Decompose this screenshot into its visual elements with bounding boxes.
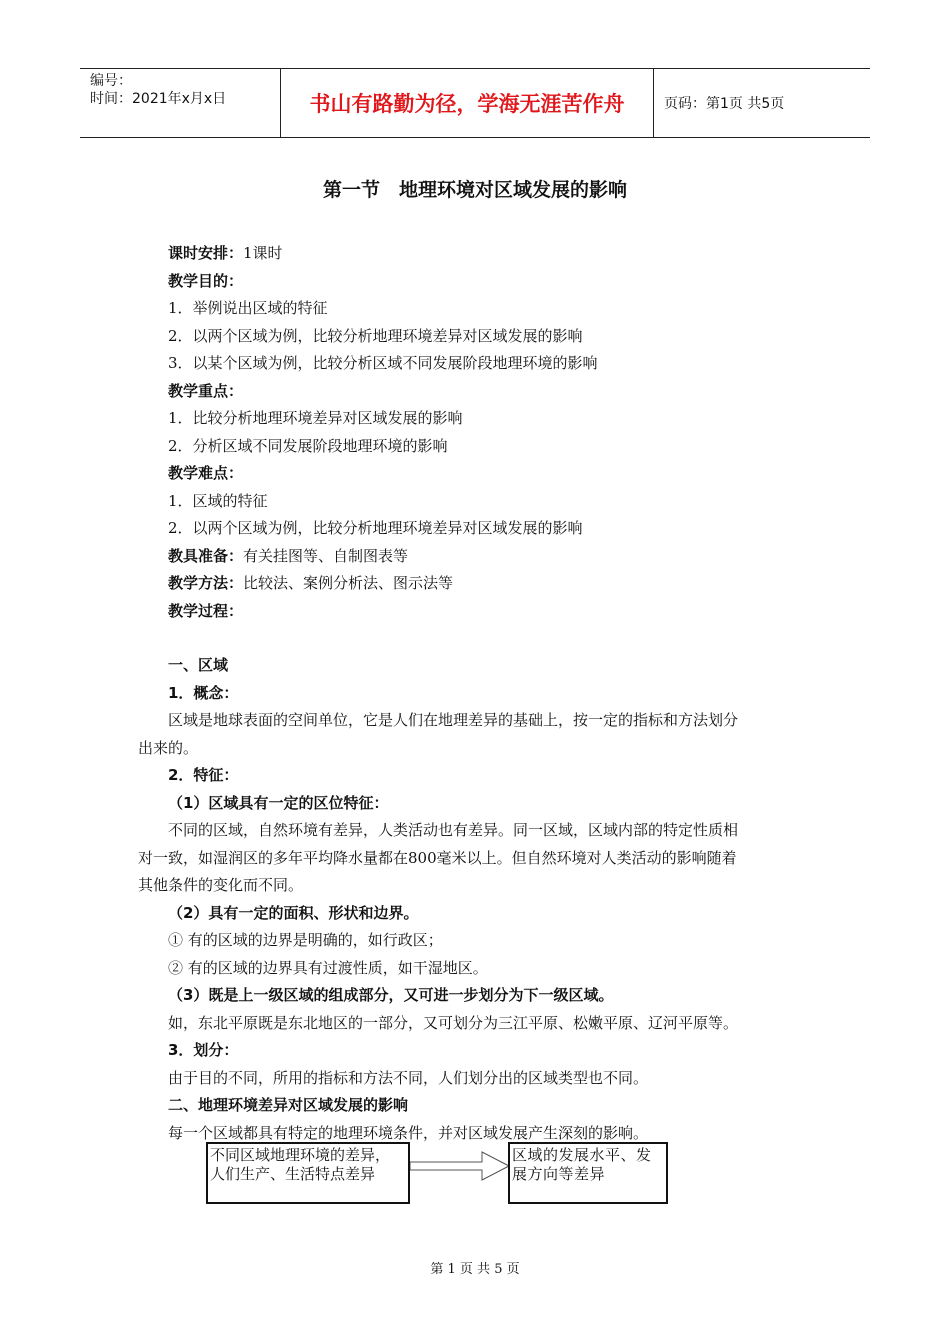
section-1-3-heading: 3．划分： <box>168 1041 239 1059</box>
section-1-2-heading: 2．特征： <box>168 766 239 784</box>
heading-keypoints: 教学重点： <box>168 381 244 400</box>
schedule-text: 1课时 <box>243 244 283 262</box>
feature-2-heading: （2）具有一定的面积、形状和边界。 <box>168 903 419 922</box>
feature-3a: 如，东北平原既是东北地区的一部分，又可划分为三江平原、松嫩平原、辽河平原等。 <box>168 1013 739 1032</box>
method-label: 教学方法： <box>168 574 244 592</box>
motto: 书山有路勤为径，学海无涯苦作舟 <box>281 69 654 137</box>
paragraph-2b: 对一致，如湿润区的多年平均降水量都在800毫米以上。但自然环境对人类活动的影响随着 <box>138 848 737 867</box>
diagram-right-line-2: 展方向等差异 <box>512 1165 606 1183</box>
objective-1: 1．举例说出区域的特征 <box>168 299 328 317</box>
heading-objectives: 教学目的： <box>168 271 244 290</box>
difficulty-2: 2．以两个区域为例，比较分析地理环境差异对区域发展的影响 <box>168 519 583 537</box>
feature-2a: ① 有的区域的边界是明确的，如行政区； <box>168 931 443 949</box>
header-meta-cell <box>80 69 281 137</box>
diagram-right-line-1: 区域的发展水平、发 <box>512 1146 652 1164</box>
diagram-left-line-1: 不同区域地理环境的差异， <box>210 1146 391 1164</box>
header-table <box>80 68 870 138</box>
section-1-1-heading: 1．概念： <box>168 683 239 702</box>
section-1-heading: 一、区域 <box>168 656 229 674</box>
paragraph-1a: 区域是地球表面的空间单位，它是人们在地理差异的基础上，按一定的指标和方法划分 <box>168 711 739 729</box>
feature-3-heading: （3）既是上一级区域的组成部分，又可进一步划分为下一级区域。 <box>168 986 614 1004</box>
paragraph-4: 每一个区域都具有特定的地理环境条件，并对区域发展产生深刻的影响。 <box>168 1123 649 1142</box>
paragraph-1b: 出来的。 <box>138 738 199 757</box>
feature-1-heading: （1）区域具有一定的区位特征： <box>168 793 389 812</box>
number-label: 编号： <box>90 73 132 89</box>
heading-process: 教学过程： <box>168 601 244 620</box>
paragraph-3: 由于目的不同，所用的指标和方法不同，人们划分出的区域类型也不同。 <box>168 1068 649 1087</box>
schedule-label: 课时安排： <box>168 244 244 262</box>
diagram-left-box <box>206 1142 410 1204</box>
tools-label: 教具准备： <box>168 546 244 565</box>
page-footer: 第 1 页 共 5 页 <box>430 1262 520 1277</box>
section-2-heading: 二、地理环境差异对区域发展的影响 <box>168 1096 409 1114</box>
page-info: 页码：第1页 共5页 <box>664 96 785 112</box>
paragraph-2c: 其他条件的变化而不同。 <box>138 876 304 894</box>
difficulty-1: 1．区域的特征 <box>168 491 268 510</box>
keypoint-2: 2．分析区域不同发展阶段地理环境的影响 <box>168 436 448 455</box>
tools-text: 有关挂图等、自制图表等 <box>243 546 409 565</box>
method-text: 比较法、案例分析法、图示法等 <box>243 574 454 592</box>
feature-2b: ② 有的区域的边界具有过渡性质，如干湿地区。 <box>168 958 488 977</box>
objective-3: 3．以某个区域为例，比较分析区域不同发展阶段地理环境的影响 <box>168 354 598 372</box>
page-title: 第一节 地理环境对区域发展的影响 <box>322 179 627 201</box>
paragraph-2a: 不同的区域，自然环境有差异，人类活动也有差异。同一区域，区域内部的特定性质相 <box>168 821 739 839</box>
heading-difficulties: 教学难点： <box>168 464 244 482</box>
keypoint-1: 1．比较分析地理环境差异对区域发展的影响 <box>168 409 463 427</box>
diagram-arrow-icon <box>410 1150 510 1182</box>
objective-2: 2．以两个区域为例，比较分析地理环境差异对区域发展的影响 <box>168 326 583 345</box>
time-label: 时间：2021年x月x日 <box>90 91 227 107</box>
diagram-left-line-2: 人们生产、生活特点差异 <box>210 1165 376 1183</box>
diagram-right-box <box>508 1142 668 1204</box>
document-body <box>138 240 813 1147</box>
